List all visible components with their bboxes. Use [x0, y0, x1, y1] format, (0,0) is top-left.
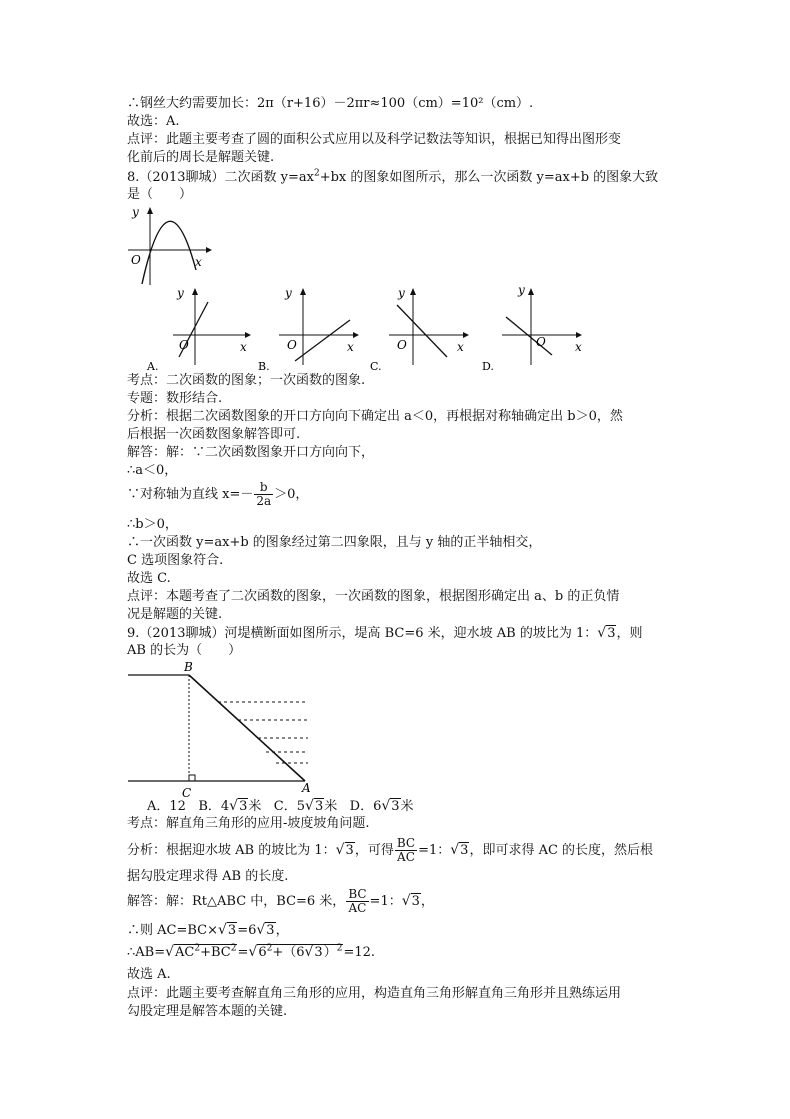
sqrt-sign: √	[450, 842, 460, 858]
text-line: 据勾股定理求得 AB 的长度.	[127, 869, 289, 884]
text-line: 化前后的周长是解题关键.	[127, 150, 275, 165]
right-angle-mark	[189, 775, 195, 781]
choice-label: D.	[482, 360, 494, 373]
text-line: 考点：二次函数的图象；一次函数的图象.	[127, 373, 366, 388]
label-a: A	[302, 781, 311, 795]
ac-computation-line: ∴则 AC=BC×√3=6√3，	[127, 922, 289, 938]
slope-ab	[189, 675, 305, 781]
y-arrow	[192, 288, 198, 295]
origin-label: O	[179, 338, 189, 352]
sqrt-value: 3	[411, 894, 420, 909]
denominator: AC	[348, 901, 367, 915]
option-a: A．12	[147, 799, 186, 814]
q8-text: 8.（2013聊城）二次函数 y=ax	[127, 170, 314, 185]
text-line: C 选项图象符合.	[127, 553, 224, 568]
sqrt-value: 3	[345, 843, 354, 858]
y-label: y	[132, 205, 139, 219]
y-arrow	[300, 288, 306, 295]
text-line: 勾股定理是解答本题的关键.	[127, 1004, 288, 1019]
y-arrow	[147, 207, 153, 214]
question-9-line	[127, 624, 643, 643]
x-arrow	[353, 332, 359, 338]
embankment-figure	[120, 660, 320, 800]
x-arrow	[463, 332, 469, 338]
q9-text: ，则	[616, 626, 643, 641]
text-line: ∴钢丝大约需要加长：2π（r+16）－2πr≈100（cm）=10²（cm）.	[127, 96, 534, 111]
text-line: 专题：数形结合.	[127, 391, 223, 406]
question-8-line	[127, 169, 658, 187]
jd9-text: =1：	[369, 894, 402, 909]
x-arrow	[576, 332, 582, 338]
q8-text: +bx 的图象如图所示，那么一次函数 y=ax+b 的图象大致	[319, 170, 659, 185]
fraction-bc-over-ac	[395, 837, 417, 864]
symmetry-axis-line	[127, 480, 308, 510]
x-arrow	[206, 247, 212, 253]
sqrt-value: 3	[460, 843, 469, 858]
numerator: BC	[348, 887, 367, 901]
sqrt-sign: √	[401, 893, 411, 909]
option-d: D．6√3米	[349, 798, 414, 814]
y-arrow	[528, 288, 534, 295]
text-line: 解答：解：∵二次函数图象开口方向向下，	[127, 445, 375, 460]
s2-text: ＞0，	[274, 487, 309, 502]
choice-label: B.	[258, 360, 270, 373]
text-line: 况是解题的关键.	[127, 607, 223, 622]
denominator: AC	[397, 850, 415, 864]
choice-d-graph	[480, 283, 590, 373]
label-b: B	[184, 660, 193, 674]
q9-options	[147, 797, 414, 816]
text-line: 是（ ）	[127, 187, 193, 202]
y-label: y	[398, 286, 405, 300]
y-label: y	[285, 286, 292, 300]
sqrt-value: 3	[607, 626, 616, 641]
text-line: 点评：此题主要考查解直角三角形的应用，构造直角三角形解直角三角形并且熟练运用	[127, 986, 622, 1001]
origin-label: O	[397, 338, 407, 352]
choice-b-graph	[255, 283, 365, 373]
jd9-text: 解答：解：Rt△ABC 中，BC=6 米，	[127, 894, 346, 909]
text-line: ∴b＞0，	[127, 517, 178, 532]
text-line: 故选：A.	[127, 114, 180, 129]
fraction-bc-over-ac	[346, 888, 368, 915]
s2-text: ∵对称轴为直线 x=－	[127, 487, 254, 502]
text-line: 考点：解直角三角形的应用-坡度坡角问题.	[127, 816, 370, 831]
choice-label: A.	[147, 360, 159, 373]
text-line: 点评：此题主要考查了圆的面积公式应用以及科学记数法等知识，根据已知得出图形变	[127, 132, 622, 147]
q9-text: 9.（2013聊城）河堤横断面如图所示，堤高 BC=6 米，迎水坡 AB 的坡比为 1：	[127, 626, 598, 641]
fx9-text: ，可得	[354, 843, 394, 858]
fraction-b-over-2a	[254, 481, 273, 508]
numerator: BC	[396, 836, 416, 850]
x-label: x	[457, 340, 464, 354]
sqrt-sign: √	[335, 842, 345, 858]
text-line: 故选 C.	[127, 571, 171, 586]
y-arrow	[410, 288, 416, 295]
choice-label: C.	[370, 360, 382, 373]
ab-computation-line: $\therefore AB=√AC^2+BC^2=√6^2+(6√3)^2=12$.	[127, 943, 376, 960]
choice-c-graph	[367, 283, 477, 373]
denominator: 2a	[256, 494, 272, 508]
answer-9-line	[127, 886, 434, 917]
label-c: C	[182, 786, 192, 800]
text-line: 故选 A.	[127, 967, 171, 982]
x-label: x	[240, 340, 247, 354]
x-label: x	[347, 340, 354, 354]
text-line: 点评：本题考查了二次函数的图象，一次函数的图象，根据图形确定出 a、b 的正负情	[127, 589, 620, 604]
sqrt-sign: √	[597, 625, 607, 641]
fx9-text: 分析：根据迎水坡 AB 的坡比为 1：	[127, 843, 336, 858]
option-c: C．5√3米	[273, 798, 338, 814]
numerator: b	[254, 481, 273, 495]
x-label: x	[575, 340, 582, 354]
y-label: y	[518, 283, 525, 297]
text-line: 分析：根据二次函数图象的开口方向向下确定出 a＜0，再根据对称轴确定出 b＞0，然	[127, 409, 623, 424]
origin-label: O	[131, 253, 141, 267]
x-arrow	[245, 332, 251, 338]
y-label: y	[177, 286, 184, 300]
x-label: x	[195, 255, 202, 269]
parabola-figure	[120, 200, 220, 290]
text-line: ∴一次函数 y=ax+b 的图象经过第二四象限，且与 y 轴的正半轴相交，	[127, 535, 542, 550]
origin-label: O	[536, 335, 546, 349]
choice-a-graph	[145, 283, 255, 373]
fx9-text: ，即可求得 AC 的长度，然后根	[469, 843, 654, 858]
text-line: 后根据一次函数图象解答即可.	[127, 427, 301, 442]
text-line: AB 的长为（ ）	[127, 643, 242, 658]
fx9-text: =1：	[418, 843, 451, 858]
option-b: B．4√3米	[198, 798, 262, 814]
origin-label: O	[287, 338, 297, 352]
analysis-9-line	[127, 835, 653, 866]
text-line: ∴a＜0，	[127, 463, 178, 478]
q8-superscript: 2	[313, 168, 320, 179]
jd9-text: ，	[420, 894, 434, 909]
